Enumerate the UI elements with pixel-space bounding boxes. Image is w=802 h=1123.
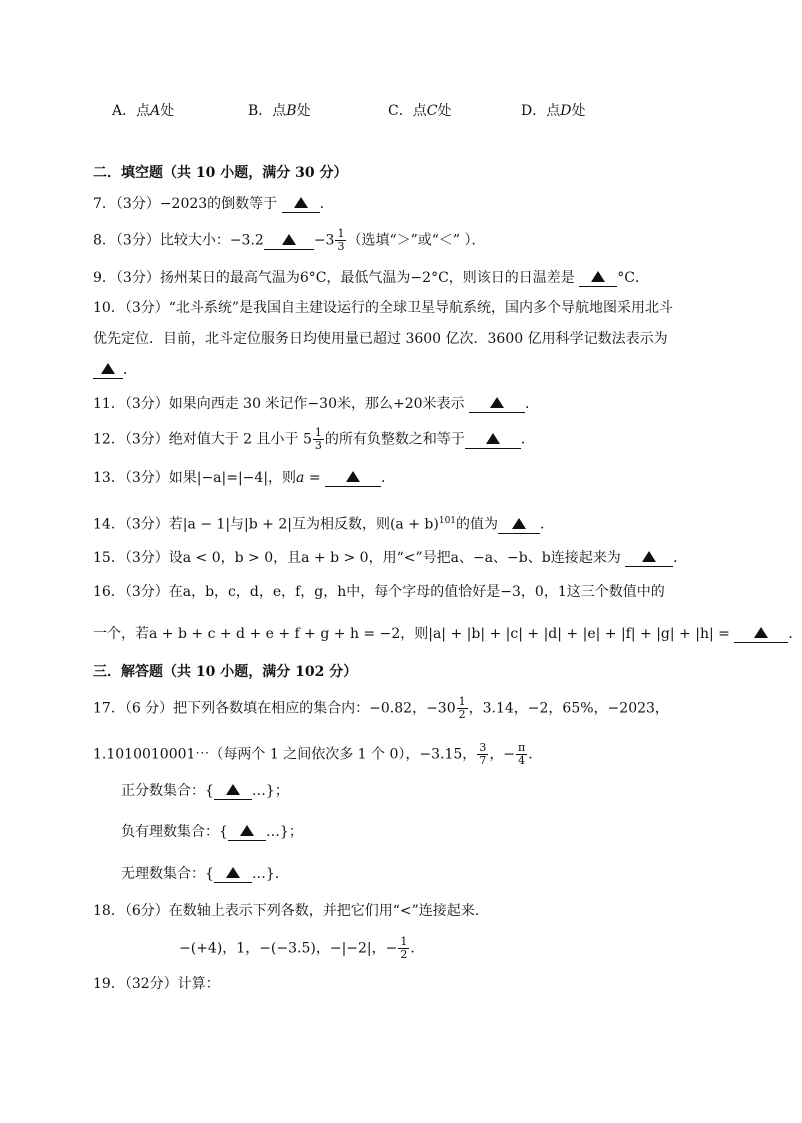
question-17-line2: 1.1010010001⋯（每两个 1 之间依次多 1 个 0），−3.15， $\frac{3}{7}$ ，− $\frac{\pi}{4}$ ．: [93, 741, 543, 767]
answer-blank[interactable]: [325, 470, 381, 487]
question-13: 13．（3分）如果|−a|=|−4|，则a = ．: [93, 470, 396, 486]
option-a: A．点A处: [112, 103, 175, 119]
option-b: B．点B处: [248, 103, 311, 119]
section-fill-in-heading: 二．填空题（共 10 小题，满分 30 分）: [93, 165, 348, 181]
section-solutions-heading: 三．解答题（共 10 小题，满分 102 分）: [93, 664, 358, 680]
fraction: $\frac{1}{3}$: [314, 426, 322, 452]
option-d: D．点D处: [521, 103, 586, 119]
triangle-icon: [226, 784, 240, 795]
answer-blank[interactable]: [228, 824, 266, 841]
triangle-icon: [226, 867, 240, 878]
answer-blank[interactable]: [498, 517, 540, 534]
question-10-line1: 10．（3分）“北斗系统”是我国自主建设运行的全球卫星导航系统，国内多个导航地图采用北斗: [93, 300, 674, 316]
question-10-line2: 优先定位．目前，北斗定位服务日均使用量已超过 3600 亿次．3600 亿用科学记数法表示为: [93, 331, 668, 347]
negative-rational-set: 负有理数集合：{ …}；: [121, 824, 303, 840]
question-18-line2: −(+4)，1，−(−3.5)，−|−2|，− $\frac{1}{2}$ ．: [179, 935, 425, 961]
triangle-icon: [486, 433, 500, 444]
question-9: 9．（3分）扬州某日的最高气温为6°C，最低气温为−2°C，则该日的日温差是 °C．: [93, 270, 649, 286]
question-8: 8．（3分）比较大小：−3.2 −3 $\frac{1}{3}$ （选填“＞”或“＜” ）．: [93, 227, 486, 253]
question-14: 14．（3分）若|a − 1|与|b + 2|互为相反数，则$(a + b)^{101}$的值为 ．: [93, 516, 555, 533]
triangle-icon: [512, 518, 526, 529]
triangle-icon: [591, 271, 605, 282]
option-c: C．点C处: [388, 103, 452, 119]
answer-blank[interactable]: [469, 396, 525, 413]
fraction: $\frac{1}{3}$: [337, 227, 345, 253]
positive-fraction-set: 正分数集合：{ …}；: [121, 783, 289, 799]
question-7: 7．（3分）−2023的倒数等于 ．: [93, 196, 334, 212]
triangle-icon: [346, 471, 360, 482]
question-16-line2: 一个，若a + b + c + d + e + f + g + h = −2，则|a| + |b| + |c| + |d| + |e| + |f| + |g| + |h| = ．: [93, 626, 802, 642]
question-17-line1: 17．（6 分）把下列各数填在相应的集合内：−0.82，−30 $\frac{1}{2}$ ，3.14，−2，65%，−2023，: [93, 695, 669, 721]
answer-blank[interactable]: [264, 233, 314, 250]
question-19: 19．（32分）计算：: [93, 976, 220, 992]
triangle-icon: [294, 197, 308, 208]
question-10-line3: ．: [93, 360, 137, 380]
triangle-icon: [101, 363, 115, 374]
answer-blank[interactable]: [214, 783, 252, 800]
triangle-icon: [642, 551, 656, 562]
answer-blank[interactable]: [734, 626, 788, 643]
answer-blank[interactable]: [93, 362, 123, 379]
irrational-set: 无理数集合：{ …}．: [121, 866, 289, 882]
answer-blank[interactable]: [465, 432, 521, 449]
fraction: $\frac{3}{7}$: [479, 741, 487, 767]
question-11: 11．（3分）如果向西走 30 米记作−30米，那么+20米表示 ．: [93, 396, 539, 412]
question-12: 12．（3分）绝对值大于 2 且小于 5 $\frac{1}{3}$ 的所有负整数之和等于 ．: [93, 426, 535, 452]
question-16-line1: 16．（3分）在a，b，c，d，e，f，g，h中，每个字母的值恰好是−3，0，1这三个数值中的: [93, 584, 665, 600]
fraction: $\frac{1}{2}$: [458, 695, 466, 721]
answer-blank[interactable]: [579, 270, 617, 287]
question-15: 15．（3分）设a < 0，b > 0，且a + b > 0，用“<”号把a、−a、−b、b连接起来为 ．: [93, 550, 688, 566]
question-18-line1: 18．（6分）在数轴上表示下列各数，并把它们用“<”连接起来.: [93, 903, 480, 919]
triangle-icon: [240, 825, 254, 836]
answer-blank[interactable]: [625, 550, 673, 567]
triangle-icon: [754, 627, 768, 638]
fraction: $\frac{\pi}{4}$: [518, 741, 526, 767]
triangle-icon: [282, 234, 296, 245]
fraction: $\frac{1}{2}$: [400, 935, 408, 961]
answer-blank[interactable]: [214, 866, 252, 883]
triangle-icon: [490, 397, 504, 408]
answer-blank[interactable]: [282, 196, 320, 213]
